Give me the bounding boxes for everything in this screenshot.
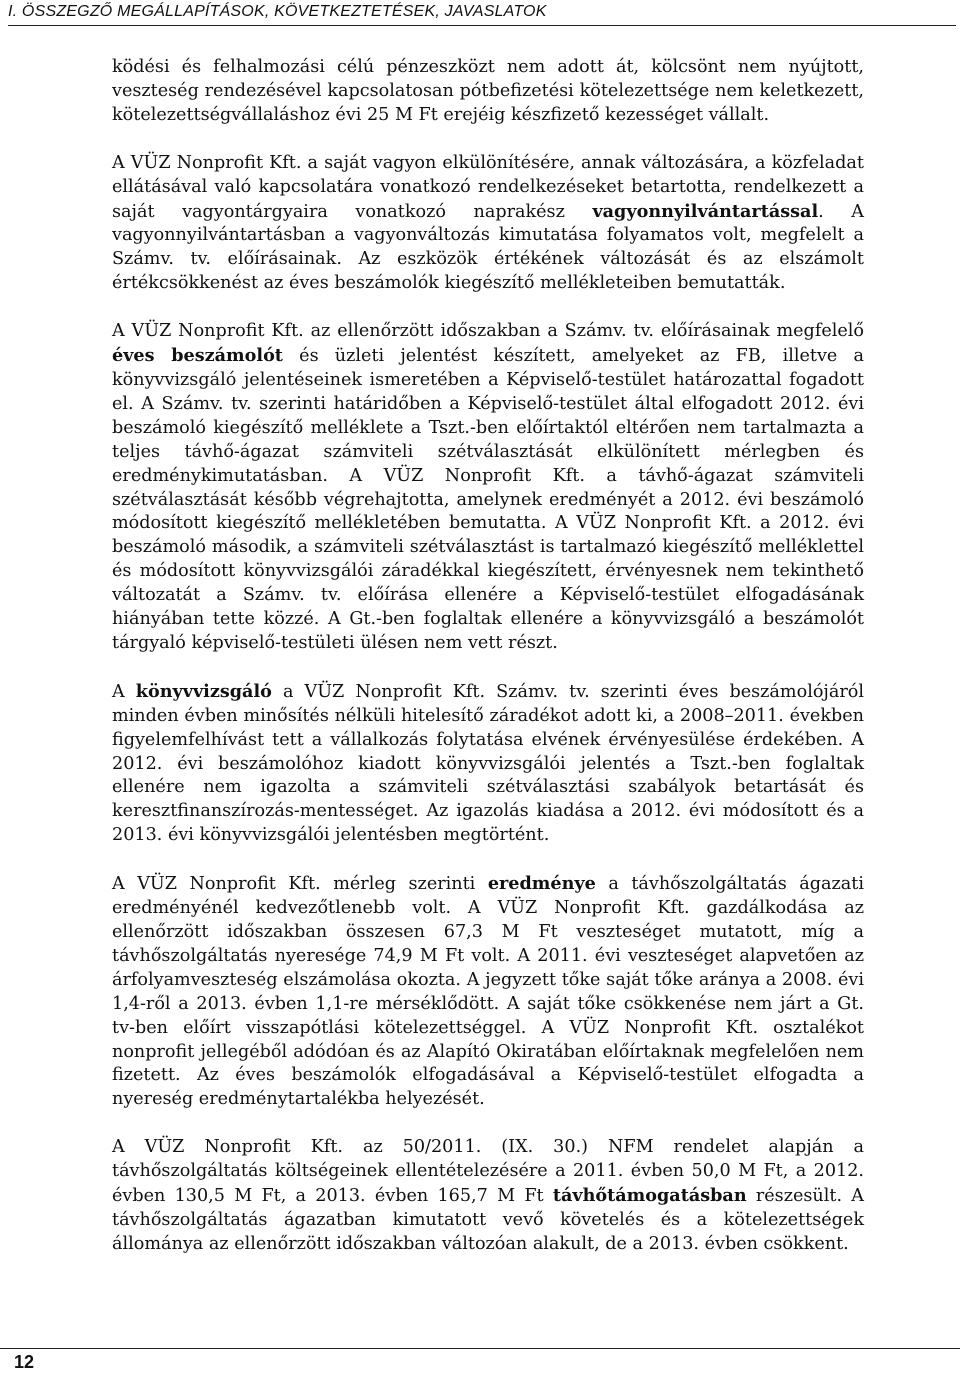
page-number: 12 (14, 1352, 35, 1372)
paragraph-3-bold: éves beszámolót (112, 345, 283, 367)
paragraph-5-bold: eredménye (487, 873, 596, 895)
paragraph-5 (112, 872, 864, 1112)
paragraph-5-text: A VÜZ Nonprofit Kft. mérleg szerinti (112, 874, 488, 895)
paragraph-6-text: A VÜZ Nonprofit Kft. az 50/2011. (IX. 30.) NFM rendelet alapján a távhőszolgáltatás költségeinek ellentételezésére a 2011. évben 50,0 M Ft, a 2012. évben 130,5 M Ft, a 2013. évben 165,7 M Ft (112, 1137, 864, 1207)
paragraph-4-text: A (112, 681, 136, 702)
footer-divider (0, 1348, 960, 1349)
paragraph-5-text-end: a távhőszolgáltatás ágazati eredményénél kedvezőtlenebb volt. A VÜZ Nonprofit Kft. gazdálkodása az ellenőrzött időszakban összesen 67,3 M Ft veszteséget mutatott, míg a távhőszolgáltatás nyeresége 74,9 M Ft volt. A 2011. évi veszteséget alapvetően az árfolyamveszteség elszámolása okozta. A jegyzett tőke saját tőke aránya a 2008. évi 1,4-ről a 2013. évben 1,1-re mérséklődött. A saját tőke csökkenése nem járt a Gt. tv-ben előírt visszapótlási kötelezettséggel. A VÜZ Nonprofit Kft. osztalékot nonprofit jellegéből adódóan és az Alapító Okiratában előírtaknak megfelelően nem fizetett. Az éves beszámolók elfogadásával a Képviselő-testület elfogadta a nyereség eredménytartalékba helyezését. (112, 874, 864, 1110)
document-body (112, 56, 864, 1281)
paragraph-2 (112, 152, 864, 296)
paragraph-3-text: A VÜZ Nonprofit Kft. az ellenőrzött időszakban a Számv. tv. előírásainak megfelelő (112, 321, 864, 342)
paragraph-1: ködési és felhalmozási célú pénzeszközt nem adott át, kölcsönt nem nyújtott, veszteség rendezésével kapcsolatosan pótbefizetési kötelezettsége nem keletkezett, kötelezettségvállaláshoz évi 25 M Ft erejéig készfizető kezességet vállalt. (112, 57, 864, 125)
paragraph-2-text-end: . A vagyonnyilvántartásban a vagyonváltozás kimutatása folyamatos volt, megfelelt a Számv. tv. előírásainak. Az eszközök értékének változását és az elszámolt értékcsökkenést az éves beszámolók kiegészítő mellékleteiben bemutatták. (112, 201, 864, 294)
paragraph-2-bold: vagyonnyilvántartással (592, 200, 819, 222)
paragraph-6 (112, 1136, 864, 1257)
paragraph-3-text-end: és üzleti jelentést készített, amelyeket az FB, illetve a könyvvizsgáló jelentéseinek ismeretében a Képviselő-testület határozattal fogadott el. A Számv. tv. szerinti határidőben a Képviselő-testület által elfogadott 2012. évi beszámoló kiegészítő melléklete a Tszt.-ben előírtaktól eltérően nem tartalmazta a teljes távhő-ágazat számviteli szétválasztását elkülönített mérlegben és eredménykimutatásban. A VÜZ Nonprofit Kft. a távhő-ágazat számviteli szétválasztását később végrehajtotta, amelynek eredményét a 2012. évi beszámoló módosított kiegészítő mellékletében bemutatta. A VÜZ Nonprofit Kft. a 2012. évi beszámoló második, a számviteli szétválasztást is tartalmazó kiegészítő melléklettel és módosított könyvvizsgálói záradékkal kiegészített, érvényesnek nem tekinthető változatát a Számv. tv. előírása ellenére a Képviselő-testület elfogadásának hiányában tette közzé. A Gt.-ben foglaltak ellenére a könyvvizsgáló a beszámolót tárgyaló képviselő-testületi ülésen nem vett részt. (112, 346, 864, 653)
paragraph-2-text: A VÜZ Nonprofit Kft. a saját vagyon elkülönítésére, annak változására, a közfeladat ellátásával való kapcsolatára vonatkozó rendelkezéseket betartotta, rendelkezett a saját vagyontárgyaira vonatkozó naprakész (112, 152, 864, 222)
paragraph-4-text-end: a VÜZ Nonprofit Kft. Számv. tv. szerinti éves beszámolójáról minden évben minősítés nélküli hitelesítő záradékot adott ki, a 2008–2011. években figyelemfelhívást tett a vállalkozás folytatása elvének érvényesülése érdekében. A 2012. évi beszámolóhoz kiadott könyvvizsgálói jelentés a Tszt.-ben foglaltak ellenére nem igazolta a számviteli szétválasztási szabályok betartását és keresztfinanszírozás-mentességet. Az igazolás kiadása a 2012. évi módosított és a 2013. évi könyvvizsgálói jelentésben megtörtént. (112, 681, 864, 846)
paragraph-3 (112, 320, 864, 656)
paragraph-4-bold: könyvvizsgáló (135, 680, 272, 702)
paragraph-4 (112, 680, 864, 848)
paragraph-6-text-end: részesült. A távhőszolgáltatás ágazatban kimutatott vevő követelés és a kötelezettségek állománya az ellenőrzött időszakban változóan alakult, de a 2013. évben csökkent. (112, 1186, 864, 1254)
paragraph-6-bold: távhőtámogatásban (552, 1185, 747, 1207)
section-header: I. ÖSSZEGZŐ MEGÁLLAPÍTÁSOK, KÖVETKEZTETÉSEK, JAVASLATOK (8, 2, 956, 26)
